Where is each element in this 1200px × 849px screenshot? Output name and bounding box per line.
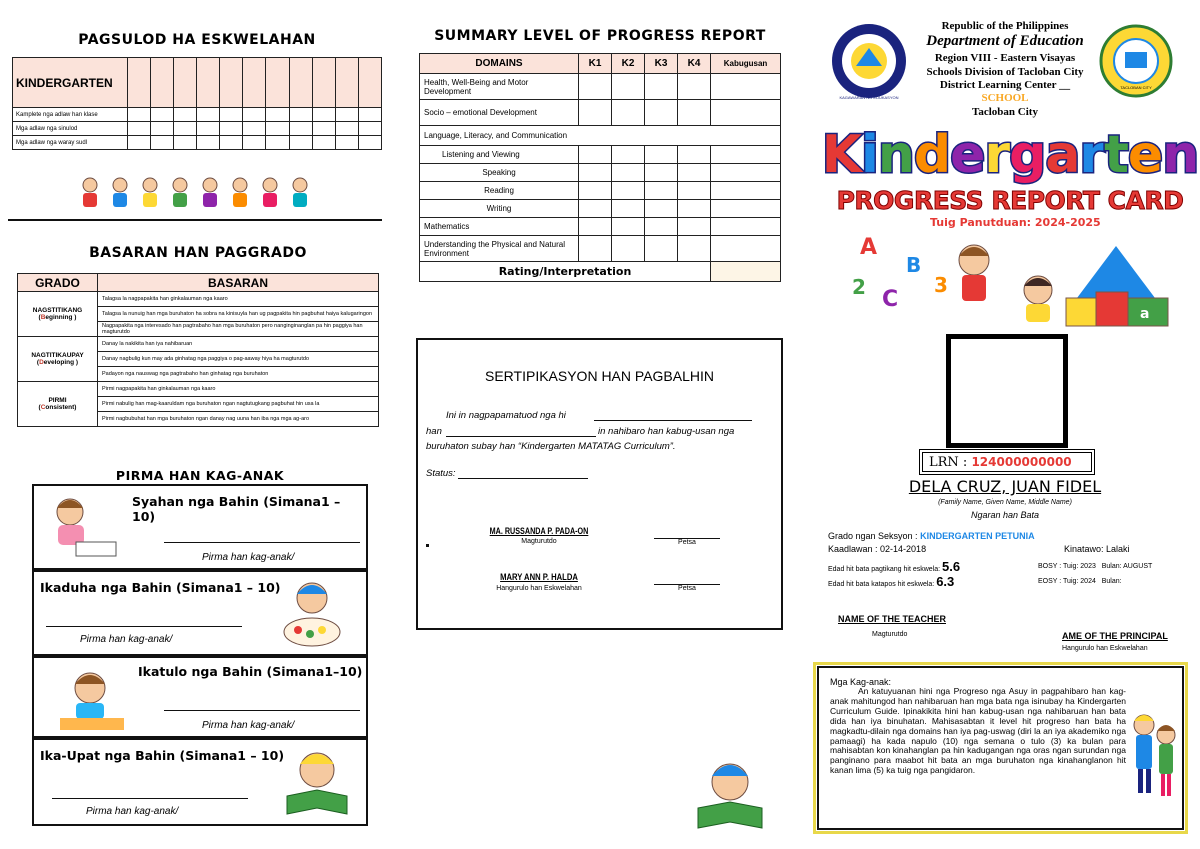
summary-col-k1: K1 — [579, 54, 612, 74]
photo-box — [946, 334, 1068, 448]
child-raising-hand-icon — [50, 662, 134, 734]
grade-description: Talagsa la nunuig han mga buruhaton ha sobra na kinisuyla han ug pagpakita hin pagbuhat haiya kalugaringon — [98, 307, 379, 322]
grading-table — [17, 273, 379, 427]
fill-line — [446, 436, 596, 437]
signature-box-q3 — [32, 656, 368, 738]
domain-label: Listening and Viewing — [420, 146, 579, 164]
table-row — [420, 262, 781, 282]
quarter-title: Ikatulo nga Bahin (Simana1–10) — [138, 664, 363, 679]
grade-beginning: NAGSTITIKANG (Beginning ) — [18, 292, 98, 337]
table-row — [420, 200, 781, 218]
grade-description: Talagsa la nagpapakita han ginkalauman nga kaaro — [98, 292, 379, 307]
bullet-dot — [426, 544, 429, 547]
certificate-line-2b: in nahibaro han kabug-usan nga — [598, 426, 735, 437]
quarter-title: Syahan nga Bahin (Simana1 – 10) — [132, 494, 341, 524]
table-row — [420, 100, 781, 126]
certificate-teacher-name: MA. RUSSANDA P. PADA-ON — [489, 526, 589, 536]
teacher-role: Magturutdo — [872, 631, 908, 638]
certificate-title: SERTIPIKASYON HAN PAGBALHIN — [485, 368, 714, 384]
bosy: BOSY : Tuig: 2023 Bulan: AUGUST — [1038, 563, 1153, 570]
table-row — [18, 382, 379, 397]
block-letter: 2 — [852, 275, 866, 299]
quarter-title: Ika-Upat nga Bahin (Simana1 – 10) — [40, 748, 285, 763]
certificate-date-label: Petsa — [678, 585, 696, 592]
school-year: Tuig Panutduan: 2024-2025 — [930, 216, 1101, 229]
principal-name: AME OF THE PRINCIPAL — [1062, 631, 1168, 641]
table-row — [420, 236, 781, 262]
parents-note — [813, 662, 1188, 834]
attendance-header: KINDERGARTEN — [13, 58, 128, 108]
attendance-row-label: Mga adlaw nga sinulod — [13, 122, 128, 136]
signature-caption: Pirma han kag-anak/ — [202, 552, 295, 563]
certificate-principal-role: Hangurulo han Eskwelahan — [496, 585, 582, 592]
signature-box-q4 — [32, 738, 368, 826]
block-letter: B — [906, 253, 922, 277]
birthdate: Kaadlawan : 02-14-2018 — [828, 544, 927, 554]
header-school: SCHOOL — [981, 92, 1029, 104]
summary-title: SUMMARY LEVEL OF PROGRESS REPORT — [434, 28, 766, 44]
signature-box-q2 — [32, 570, 368, 656]
header-region: Region VIII - Eastern Visayas — [934, 52, 1076, 64]
signature-box-q1 — [32, 484, 368, 570]
signature-line — [164, 710, 360, 711]
grade-description: Padayon nga nauswag nga pagtrabaho han ginhatag nga buruhaton — [98, 367, 379, 382]
wordmark-letter: g — [1009, 125, 1046, 185]
age-end-label: Edad hit bata katapos hit eskwela: — [828, 581, 935, 588]
domain-label: Socio – emotional Development — [420, 100, 579, 126]
toy-blocks-icon — [1066, 246, 1168, 326]
sex: Kinatawo: Lalaki — [1064, 544, 1130, 554]
name-caption: (Family Name, Given Name, Middle Name) — [938, 499, 1072, 506]
table-row — [420, 182, 781, 200]
report-card-title: PROGRESS REPORT CARD — [836, 186, 1184, 215]
grade-description: Pirmi nagbubuhat han mga buruhaton ngan danay nag uuna han iba nga mga ag-aro — [98, 412, 379, 427]
certificate-status: Status: — [426, 468, 456, 479]
name-caption-2: Ngaran han Bata — [970, 510, 1040, 520]
signature-caption: Pirma han kag-anak/ — [202, 720, 295, 731]
attendance-title: PAGSULOD HA ESKWELAHAN — [78, 32, 316, 48]
grade-description: Pirmi nagpapakita han ginkalauman nga kaaro — [98, 382, 379, 397]
table-row — [420, 164, 781, 182]
grading-col-basis: BASARAN — [98, 274, 379, 292]
summary-col-domains: DOMAINS — [420, 54, 579, 74]
section-row — [828, 531, 1035, 541]
table-row — [18, 337, 379, 352]
section-value: KINDERGARTEN PETUNIA — [920, 531, 1035, 541]
block-letter: C — [882, 287, 899, 312]
wordmark-letter: K — [821, 125, 862, 185]
summary-table — [419, 53, 781, 282]
age-start-value: 5.6 — [942, 559, 961, 574]
table-row — [420, 74, 781, 100]
grading-col-grade: GRADO — [18, 274, 98, 292]
table-row — [420, 126, 781, 146]
grade-description: Nagpapakita nga interesado han pagtrabaho han mga buruhaton pero nanginginanglan pa hin paggiya han magturutdo — [98, 322, 379, 337]
header-division: Schools Division of Tacloban City — [926, 66, 1084, 78]
child-figure-icon — [83, 178, 307, 207]
domain-label: Speaking — [420, 164, 579, 182]
age-end-value: 6.3 — [936, 574, 955, 589]
signature-line — [52, 798, 248, 799]
child-painting-icon — [264, 576, 360, 652]
signature-line — [46, 626, 242, 627]
header-republic: Republic of the Philippines — [941, 20, 1069, 32]
grade-description: Danay la nakikita han iya nahibaruan — [98, 337, 379, 352]
wordmark-letter: e — [950, 125, 985, 185]
kids-with-blocks-illustration — [838, 232, 1178, 330]
teacher-name: NAME OF THE TEACHER — [838, 614, 946, 624]
table-row — [18, 292, 379, 307]
note-body: An katuyuanan hini nga Progreso nga Asuy in pagpahibaro han kag-anak mahitungod han nahibaruan han mga bata nga isinubay ha Kindergarten Curriculum Guide. Ipinakikita hini han kabug-usan nga nahibaruan han bata dida han iya binuhatan. Mahisasabtan it level hit progreso han bata ha magkadtu-dilain nga domains han iya pag-uswag (diri la an iya akademiko nga pamaagi) ha kada napulo (10) nga semana o tulo (3) ka bulan para mahisabtan kon kinahanglan pa hin kadugangan nga oras ngan surundan nga panginano para maabot hit bata an mga buruhaton nga kinahanglanon hit kanan lima (5) ka tuig nga pangidaron. — [830, 686, 1126, 776]
summary-col-k4: K4 — [678, 54, 711, 74]
signature-line — [164, 542, 360, 543]
svg-text:Kindergarten — [822, 125, 1198, 185]
fill-line — [458, 478, 588, 479]
lrn-value: 124000000000 — [971, 455, 1072, 469]
domain-label: Health, Well-Being and Motor Development — [420, 74, 579, 100]
children-walking-icon — [1126, 705, 1180, 815]
signature-caption: Pirma han kag-anak/ — [80, 634, 173, 645]
block-letter: A — [860, 235, 878, 260]
wordmark-letter: e — [1127, 125, 1163, 185]
attendance-row-label: Kamplete nga adlaw han klase — [13, 108, 128, 122]
child-reading-icon — [272, 746, 362, 822]
deped-seal-icon — [830, 22, 908, 100]
certificate-teacher-role: Magturutdo — [521, 538, 557, 545]
table-row — [13, 136, 382, 150]
domain-label: Mathematics — [420, 218, 579, 236]
table-row — [420, 146, 781, 164]
certificate-principal-name: MARY ANN P. HALDA — [500, 572, 578, 582]
eosy: EOSY : Tuig: 2024 Bulan: — [1038, 578, 1122, 585]
table-row — [13, 122, 382, 136]
signature-caption: Pirma han kag-anak/ — [86, 806, 179, 817]
attendance-header-row — [13, 58, 382, 108]
lrn-box — [922, 452, 1092, 472]
child-reading-icon — [684, 756, 776, 834]
grade-description: Danay nagbulig kun may ada ginhatag nga paggiya o pag-aaway hiya ha magturutdo — [98, 352, 379, 367]
certificate-line-2a: han — [426, 426, 442, 437]
grade-consistent: PIRMI (Consistent) — [18, 382, 98, 427]
wordmark-letter: n — [1162, 125, 1199, 185]
child-figure-icon — [959, 245, 1052, 322]
quarter-title: Ikaduha nga Bahin (Simana1 – 10) — [40, 580, 281, 595]
wordmark-letter: t — [1104, 125, 1128, 185]
wordmark-letter: n — [877, 125, 914, 185]
children-illustration — [78, 176, 310, 216]
attendance-row-label: Mga adlaw nga waray sudl — [13, 136, 128, 150]
wordmark-letter: d — [913, 125, 951, 185]
grading-title: BASARAN HAN PAGGRADO — [89, 245, 307, 261]
summary-col-total: Kabugusan — [711, 54, 781, 74]
summary-col-k3: K3 — [645, 54, 678, 74]
student-name: DELA CRUZ, JUAN FIDEL — [908, 477, 1102, 496]
certificate-line-1: Ini in nagpapamatuod nga hi — [446, 410, 566, 421]
fill-line — [594, 420, 752, 421]
grade-developing: NAGTITIKAUPAY (Developing ) — [18, 337, 98, 382]
grade-description: Pirmi nabulig han mag-kaaruldam nga buruhaton ngan nagtutugkang pagbuhat hin usa la — [98, 397, 379, 412]
wordmark-letter: r — [984, 125, 1010, 185]
domain-label: Language, Literacy, and Communication — [420, 126, 781, 146]
deped-seal-text: KAGAWARAN NG EDUKASYON — [839, 95, 899, 100]
section-label: Grado ngan Seksyon : — [828, 531, 918, 541]
age-start-label: Edad hit bata pagtikang hit eskwela: — [828, 566, 941, 573]
domain-label: Understanding the Physical and Natural Environment — [420, 236, 579, 262]
age-start-row — [828, 559, 960, 574]
signatures-title: PIRMA HAN KAG-ANAK — [115, 468, 285, 483]
letter-blocks-icon — [852, 235, 948, 312]
rating-label: Rating/Interpretation — [420, 262, 711, 282]
header-city: Tacloban City — [972, 106, 1038, 118]
domain-label: Writing — [420, 200, 579, 218]
attendance-table — [12, 57, 382, 150]
header-department: Department of Education — [926, 33, 1084, 49]
wordmark-letter: r — [1079, 125, 1105, 185]
summary-col-k2: K2 — [612, 54, 645, 74]
kindergarten-wordmark — [821, 118, 1199, 188]
wordmark-letter: a — [1045, 125, 1080, 185]
note-salutation: Mga Kag-anak: — [830, 677, 892, 687]
table-row — [420, 218, 781, 236]
divider — [8, 219, 382, 221]
child-writing-icon — [40, 494, 120, 564]
block-letter: 3 — [934, 273, 948, 297]
transfer-certificate — [416, 338, 783, 630]
certificate-date-label: Petsa — [678, 539, 696, 546]
block-letter: a — [1140, 306, 1150, 322]
table-row — [13, 108, 382, 122]
wordmark-letter: i — [861, 125, 878, 185]
school-seal-text: TACLOBAN CITY — [1120, 85, 1152, 90]
certificate-line-3: buruhaton subay han “Kindergarten MATATAG Curriculum”. — [426, 441, 676, 452]
principal-role: Hangurulo han Eskwelahan — [1062, 645, 1148, 652]
age-end-row — [828, 574, 954, 589]
header-district: District Learning Center __ — [939, 79, 1071, 91]
lrn-label: LRN : — [929, 455, 968, 470]
domain-label: Reading — [420, 182, 579, 200]
